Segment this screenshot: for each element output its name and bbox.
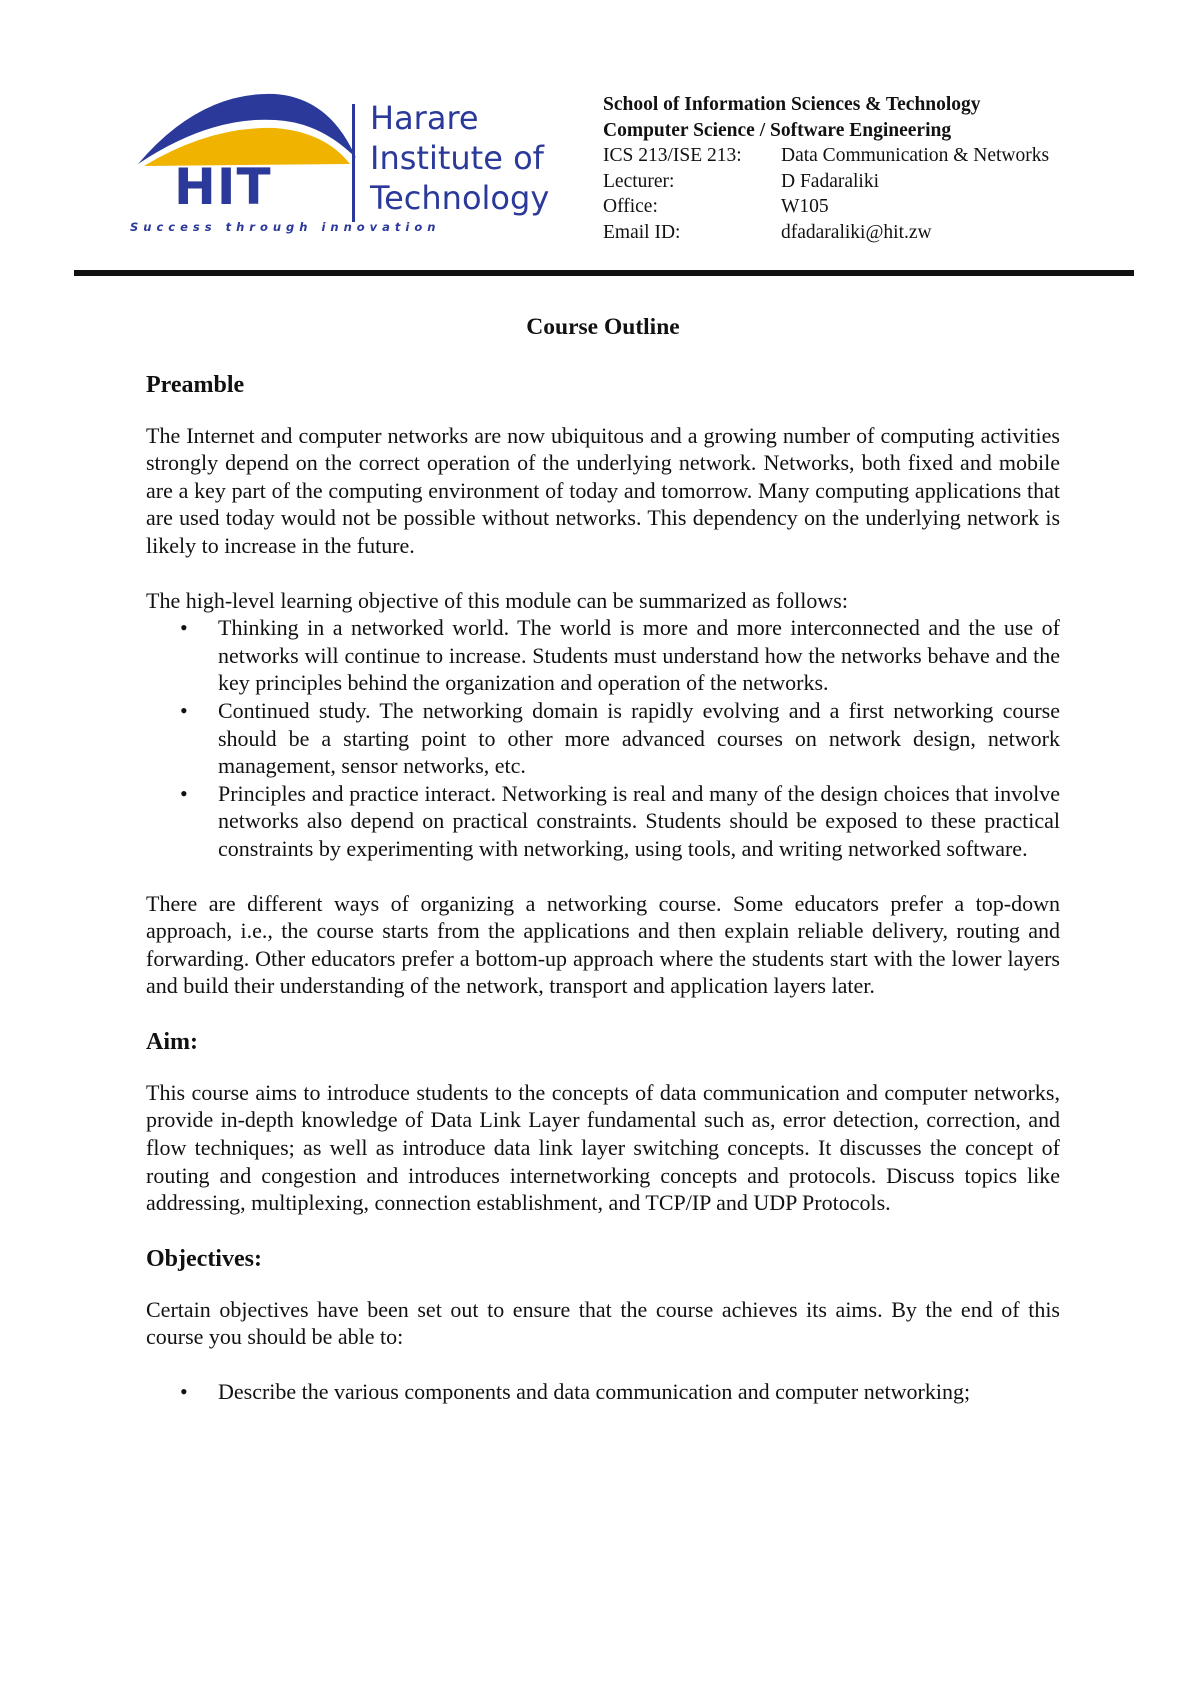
- list-item: [146, 614, 1060, 697]
- email-label: Email ID:: [603, 221, 681, 243]
- logo-tagline: Success through innovation: [130, 220, 441, 234]
- lecturer-value: D Fadaraliki: [781, 170, 880, 192]
- aim-heading: Aim:: [146, 1028, 198, 1055]
- course-code: ICS 213/ISE 213:: [603, 145, 742, 167]
- lecturer-label: Lecturer:: [603, 170, 675, 192]
- list-item-text: Describe the various components and data communication and computer networking;: [218, 1379, 971, 1405]
- learning-objectives-list: [146, 614, 1060, 862]
- logo-name-line: Institute of: [370, 139, 544, 177]
- logo-divider: [352, 104, 355, 222]
- course-header: [603, 92, 1049, 246]
- office-row: [603, 194, 1049, 220]
- objective-intro: The high-level learning objective of this module can be summarized as follows:: [146, 587, 848, 613]
- logo-name-line: Harare: [370, 99, 479, 137]
- preamble-paragraph: The Internet and computer networks are now ubiquitous and a growing number of computing activities strongly depend on the correct operation of the underlying network. Networks, both fixed and mobile are a key part of the computing environment of today and tomorrow. Many computing applications that are used today would not be possible without networks. This dependency on the underlying network is likely to increase in the future.: [146, 422, 1060, 558]
- logo-name-line: Technology: [370, 179, 550, 217]
- objectives-list: [146, 1378, 1060, 1406]
- list-item-text: Principles and practice interact. Networking is real and many of the design choices that involve networks also depend on practical constraints. Students should be exposed to these practical constraints by experimenting with networking, using tools, and writing networked software.: [218, 780, 1060, 861]
- logo-abbrev: HIT: [174, 158, 272, 216]
- list-item: [146, 780, 1060, 863]
- approach-paragraph: There are different ways of organizing a networking course. Some educators prefer a top-down approach, i.e., the course starts from the applications and then explain reliable delivery, routing and forwarding. Other educators prefer a bottom-up approach where the students start with the lower layers and build their understanding of the network, transport and application layers later.: [146, 890, 1060, 999]
- bullet-icon: •: [180, 780, 188, 806]
- logo-name: [370, 98, 549, 218]
- course-row: [603, 143, 1049, 169]
- aim-paragraph: This course aims to introduce students to the concepts of data communication and computer networks, provide in-depth knowledge of Data Link Layer fundamental such as, error detection, correction, and flow techniques; as well as introduce data link layer switching concepts. It discusses the concept of routing and congestion and introduces internetworking concepts and protocols. Discuss topics like addressing, multiplexing, connection establishment, and TCP/IP and UDP Protocols.: [146, 1079, 1060, 1216]
- bullet-icon: •: [180, 697, 188, 723]
- header-divider: [74, 270, 1134, 276]
- school-name: School of Information Sciences & Technology: [603, 94, 981, 115]
- list-item: [146, 1378, 1060, 1406]
- document-body: [146, 314, 1060, 1433]
- email-value[interactable]: dfadaraliki@hit.zw: [781, 221, 932, 243]
- page-title: Course Outline: [526, 314, 680, 340]
- email-row: [603, 220, 1049, 246]
- course-name: Data Communication & Networks: [781, 145, 1050, 167]
- list-item-text: Continued study. The networking domain is rapidly evolving and a first networking course should be a starting point to other more advanced courses on network design, network management, sensor networks, etc.: [218, 697, 1060, 779]
- objectives-intro: Certain objectives have been set out to ensure that the course achieves its aims. By the end of this course you should be able to:: [146, 1296, 1060, 1350]
- bullet-icon: •: [180, 1379, 188, 1405]
- office-label: Office:: [603, 196, 658, 218]
- bullet-icon: •: [180, 615, 188, 641]
- preamble-heading: Preamble: [146, 371, 245, 398]
- sun-arc-icon: [130, 86, 370, 166]
- department-name: Computer Science / Software Engineering: [603, 119, 952, 141]
- list-item-text: Thinking in a networked world. The world is more and more interconnected and the use of networks will continue to increase. Students must understand how the networks behave and the key principles behind the organization and operation of the networks.: [218, 615, 1060, 696]
- office-value: W105: [781, 196, 829, 218]
- institution-logo: [130, 86, 570, 246]
- list-item: [146, 697, 1060, 780]
- lecturer-row: [603, 169, 1049, 195]
- objectives-heading: Objectives:: [146, 1245, 262, 1272]
